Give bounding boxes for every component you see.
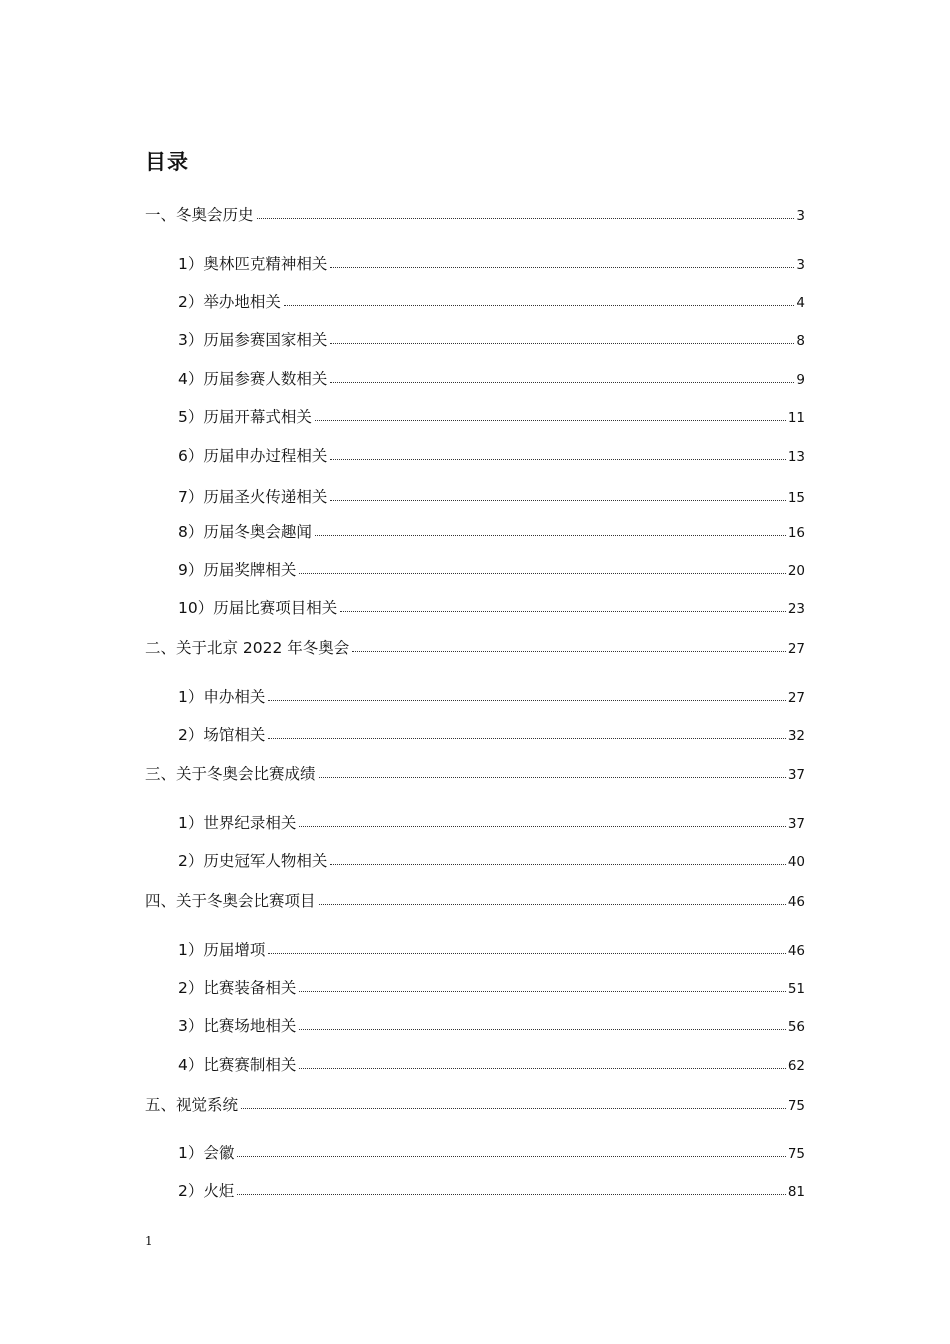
toc-subsection-entry[interactable] xyxy=(178,292,805,312)
toc-subsection-entry[interactable] xyxy=(178,487,805,507)
toc-entry-label: 4）比赛赛制相关 xyxy=(178,1056,297,1074)
toc-entry-label: 2）历史冠军人物相关 xyxy=(178,852,328,870)
toc-entry-page-number: 23 xyxy=(787,601,805,617)
toc-entry-label: 2）比赛装备相关 xyxy=(178,979,297,997)
toc-dot-leader xyxy=(330,267,794,268)
toc-dot-leader xyxy=(299,826,785,827)
toc-dot-leader xyxy=(315,535,786,536)
toc-subsection-entry[interactable] xyxy=(178,813,805,833)
toc-subsection-entry[interactable] xyxy=(178,369,805,389)
toc-dot-leader xyxy=(268,738,785,739)
toc-entry-page-number: 9 xyxy=(796,372,805,388)
toc-dot-leader xyxy=(330,459,785,460)
toc-entry-label: 三、关于冬奥会比赛成绩 xyxy=(145,765,316,783)
toc-subsection-entry[interactable] xyxy=(178,1055,805,1075)
toc-entry-page-number: 75 xyxy=(787,1098,805,1114)
toc-subsection-entry[interactable] xyxy=(178,1143,805,1163)
toc-entry-label: 1）申办相关 xyxy=(178,688,266,706)
toc-dot-leader xyxy=(315,420,786,421)
toc-entry-page-number: 56 xyxy=(787,1019,805,1035)
toc-entry-label: 6）历届申办过程相关 xyxy=(178,447,328,465)
toc-section-entry[interactable] xyxy=(145,638,805,658)
toc-subsection-entry[interactable] xyxy=(178,725,805,745)
toc-subsection-entry[interactable] xyxy=(178,330,805,350)
toc-entry-label: 2）场馆相关 xyxy=(178,726,266,744)
toc-subsection-entry[interactable] xyxy=(178,851,805,871)
toc-subsection-entry[interactable] xyxy=(178,1016,805,1036)
toc-entry-page-number: 46 xyxy=(787,894,805,910)
toc-dot-leader xyxy=(268,953,785,954)
toc-dot-leader xyxy=(237,1156,785,1157)
toc-dot-leader xyxy=(257,218,795,219)
toc-subsection-entry[interactable] xyxy=(178,978,805,998)
toc-entry-label: 3）历届参赛国家相关 xyxy=(178,331,328,349)
toc-dot-leader xyxy=(284,305,795,306)
toc-subsection-entry[interactable] xyxy=(178,687,805,707)
toc-subsection-entry[interactable] xyxy=(178,407,805,427)
toc-section-entry[interactable] xyxy=(145,764,805,784)
toc-dot-leader xyxy=(299,1068,785,1069)
toc-entry-label: 2）火炬 xyxy=(178,1182,235,1200)
page-number: 1 xyxy=(145,1234,153,1248)
toc-entry-label: 四、关于冬奥会比赛项目 xyxy=(145,892,316,910)
toc-dot-leader xyxy=(241,1108,786,1109)
toc-entry-page-number: 4 xyxy=(796,295,805,311)
toc-entry-page-number: 37 xyxy=(787,816,805,832)
toc-subsection-entry[interactable] xyxy=(178,940,805,960)
toc-subsection-entry[interactable] xyxy=(178,522,805,542)
toc-entry-page-number: 40 xyxy=(787,854,805,870)
toc-entry-label: 8）历届冬奥会趣闻 xyxy=(178,523,312,541)
toc-dot-leader xyxy=(330,864,785,865)
toc-entry-label: 1）会徽 xyxy=(178,1144,235,1162)
toc-dot-leader xyxy=(299,991,785,992)
toc-section-entry[interactable] xyxy=(145,1095,805,1115)
toc-entry-page-number: 13 xyxy=(787,449,805,465)
toc-subsection-entry[interactable] xyxy=(178,598,805,618)
toc-entry-page-number: 46 xyxy=(787,943,805,959)
toc-entry-page-number: 20 xyxy=(787,563,805,579)
toc-subsection-entry[interactable] xyxy=(178,254,805,274)
toc-section-entry[interactable] xyxy=(145,891,805,911)
toc-entry-label: 7）历届圣火传递相关 xyxy=(178,488,328,506)
toc-dot-leader xyxy=(268,700,785,701)
toc-subsection-entry[interactable] xyxy=(178,560,805,580)
toc-dot-leader xyxy=(299,1029,785,1030)
toc-entry-page-number: 3 xyxy=(796,257,805,273)
toc-entry-label: 10）历届比赛项目相关 xyxy=(178,599,338,617)
toc-dot-leader xyxy=(352,651,786,652)
toc-entry-label: 2）举办地相关 xyxy=(178,293,281,311)
toc-entry-label: 1）历届增项 xyxy=(178,941,266,959)
toc-dot-leader xyxy=(237,1194,785,1195)
toc-entry-label: 3）比赛场地相关 xyxy=(178,1017,297,1035)
toc-entry-label: 二、关于北京 2022 年冬奥会 xyxy=(145,639,350,657)
toc-entry-page-number: 27 xyxy=(787,690,805,706)
toc-entry-page-number: 8 xyxy=(796,333,805,349)
toc-entry-label: 4）历届参赛人数相关 xyxy=(178,370,328,388)
toc-dot-leader xyxy=(330,382,794,383)
toc-entry-page-number: 16 xyxy=(787,525,805,541)
toc-entry-page-number: 3 xyxy=(796,208,805,224)
toc-entry-label: 1）奥林匹克精神相关 xyxy=(178,255,328,273)
toc-entry-page-number: 81 xyxy=(787,1184,805,1200)
toc-dot-leader xyxy=(319,904,786,905)
toc-section-entry[interactable] xyxy=(145,205,805,225)
toc-dot-leader xyxy=(340,611,786,612)
toc-dot-leader xyxy=(330,500,785,501)
toc-entry-page-number: 27 xyxy=(787,641,805,657)
toc-entry-page-number: 32 xyxy=(787,728,805,744)
toc-entry-page-number: 11 xyxy=(787,410,805,426)
toc-subsection-entry[interactable] xyxy=(178,1181,805,1201)
toc-entry-label: 五、视觉系统 xyxy=(145,1096,239,1114)
toc-dot-leader xyxy=(330,343,794,344)
toc-entry-page-number: 62 xyxy=(787,1058,805,1074)
toc-entry-page-number: 15 xyxy=(787,490,805,506)
toc-title: 目录 xyxy=(145,150,189,174)
toc-entry-label: 1）世界纪录相关 xyxy=(178,814,297,832)
toc-entry-label: 一、冬奥会历史 xyxy=(145,206,254,224)
toc-dot-leader xyxy=(319,777,786,778)
toc-dot-leader xyxy=(299,573,785,574)
toc-entry-label: 5）历届开幕式相关 xyxy=(178,408,312,426)
toc-entry-label: 9）历届奖牌相关 xyxy=(178,561,297,579)
toc-entry-page-number: 37 xyxy=(787,767,805,783)
toc-entry-page-number: 51 xyxy=(787,981,805,997)
toc-entry-page-number: 75 xyxy=(787,1146,805,1162)
toc-subsection-entry[interactable] xyxy=(178,446,805,466)
